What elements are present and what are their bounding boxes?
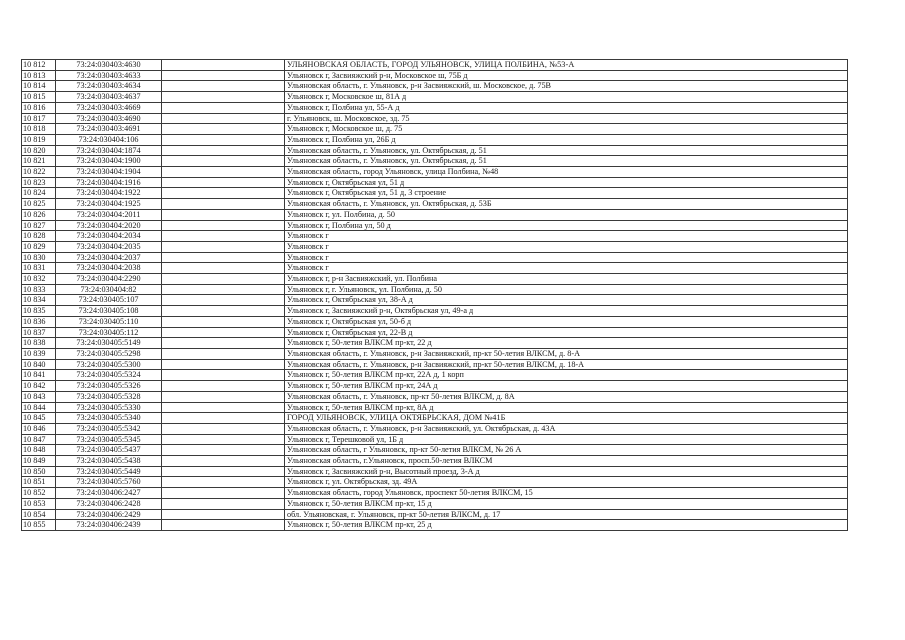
row-number-cell: 10 845 [22,413,56,424]
empty-cell [162,134,285,145]
table-row [22,113,848,124]
cadastral-number-cell: 73:24:030404:1922 [56,188,162,199]
address-cell: Ульяновск г, г. Ульяновск, ул. Полбина, д. 50 [285,284,848,295]
cadastral-number-cell: 73:24:030404:1874 [56,145,162,156]
table-row [22,488,848,499]
table-row [22,338,848,349]
cadastral-number-cell: 73:24:030406:2429 [56,509,162,520]
address-cell: Ульяновская область, город Ульяновск, улица Полбина, №48 [285,167,848,178]
cadastral-number-cell: 73:24:030405:5342 [56,423,162,434]
table-row [22,70,848,81]
table-row [22,348,848,359]
address-cell: Ульяновск г, Засвияжский р-н, Высотный проезд, 3-А д [285,466,848,477]
empty-cell [162,509,285,520]
address-cell: Ульяновская область, г.Ульяновск, просп.50-летия ВЛКСМ [285,456,848,467]
table-row [22,241,848,252]
row-number-cell: 10 853 [22,498,56,509]
address-cell: Ульяновск г, 50-летия ВЛКСМ пр-кт, 24А д [285,381,848,392]
row-number-cell: 10 823 [22,177,56,188]
cadastral-number-cell: 73:24:030403:4630 [56,60,162,71]
table-row [22,327,848,338]
address-cell: Ульяновск г, Полбина ул, 55-А д [285,102,848,113]
empty-cell [162,263,285,274]
cadastral-number-cell: 73:24:030403:4634 [56,81,162,92]
empty-cell [162,488,285,499]
address-cell: УЛЬЯНОВСКАЯ ОБЛАСТЬ, ГОРОД УЛЬЯНОВСК, УЛИЦА ПОЛБИНА, №53-А [285,60,848,71]
address-cell: г. Ульяновск, ш. Московское, зд. 75 [285,113,848,124]
address-cell: Ульяновск г, ул. Полбина, д. 50 [285,209,848,220]
row-number-cell: 10 825 [22,199,56,210]
table-row [22,167,848,178]
empty-cell [162,156,285,167]
cadastral-number-cell: 73:24:030403:4633 [56,70,162,81]
row-number-cell: 10 836 [22,316,56,327]
table-row [22,509,848,520]
empty-cell [162,199,285,210]
cadastral-number-cell: 73:24:030404:1925 [56,199,162,210]
table-row [22,134,848,145]
empty-cell [162,338,285,349]
table-row [22,199,848,210]
cadastral-number-cell: 73:24:030404:2020 [56,220,162,231]
address-cell: Ульяновск г, р-н Засвияжский, ул. Полбина [285,274,848,285]
empty-cell [162,81,285,92]
empty-cell [162,413,285,424]
row-number-cell: 10 826 [22,209,56,220]
address-cell: Ульяновская область, г. Ульяновск, р-н Засвияжский, ш. Московское, д. 75В [285,81,848,92]
table-row [22,263,848,274]
empty-cell [162,456,285,467]
cadastral-number-cell: 73:24:030405:5149 [56,338,162,349]
address-cell: Ульяновск г, 50-летия ВЛКСМ пр-кт, 8А д [285,402,848,413]
empty-cell [162,209,285,220]
row-number-cell: 10 816 [22,102,56,113]
table-row [22,284,848,295]
cadastral-number-cell: 73:24:030404:1904 [56,167,162,178]
empty-cell [162,477,285,488]
row-number-cell: 10 842 [22,381,56,392]
address-cell: Ульяновск г [285,263,848,274]
empty-cell [162,145,285,156]
empty-cell [162,316,285,327]
row-number-cell: 10 855 [22,520,56,531]
cadastral-number-cell: 73:24:030403:4637 [56,92,162,103]
address-cell: Ульяновск г, Октябрьская ул, 50-б д [285,316,848,327]
address-cell: Ульяновская область, г. Ульяновск, ул. Октябрьская, д. 51 [285,145,848,156]
cadastral-number-cell: 73:24:030404:2035 [56,241,162,252]
cadastral-number-cell: 73:24:030406:2428 [56,498,162,509]
table-row [22,252,848,263]
address-cell: Ульяновск г, Терешковой ул, 1Б д [285,434,848,445]
table-row [22,274,848,285]
cadastral-number-cell: 73:24:030405:110 [56,316,162,327]
empty-cell [162,306,285,317]
registry-table-body [22,60,848,531]
row-number-cell: 10 843 [22,391,56,402]
address-cell: Ульяновск г, Засвияжский р-н, Московское ш, 75Б д [285,70,848,81]
empty-cell [162,359,285,370]
cadastral-number-cell: 73:24:030404:2038 [56,263,162,274]
table-row [22,231,848,242]
empty-cell [162,402,285,413]
row-number-cell: 10 828 [22,231,56,242]
empty-cell [162,241,285,252]
address-cell: Ульяновск г, Полбина ул, 26Б д [285,134,848,145]
address-cell: Ульяновская область, г. Ульяновск, пр-кт 50-летия ВЛКСМ, д. 8А [285,391,848,402]
row-number-cell: 10 850 [22,466,56,477]
empty-cell [162,295,285,306]
address-cell: Ульяновск г, 50-летия ВЛКСМ пр-кт, 15 д [285,498,848,509]
empty-cell [162,274,285,285]
cadastral-number-cell: 73:24:030403:4669 [56,102,162,113]
row-number-cell: 10 834 [22,295,56,306]
empty-cell [162,113,285,124]
table-row [22,413,848,424]
cadastral-number-cell: 73:24:030405:5300 [56,359,162,370]
empty-cell [162,231,285,242]
address-cell: Ульяновск г, Полбина ул, 50 д [285,220,848,231]
cadastral-number-cell: 73:24:030403:4691 [56,124,162,135]
cadastral-registry-table [21,59,848,531]
row-number-cell: 10 817 [22,113,56,124]
empty-cell [162,252,285,263]
cadastral-number-cell: 73:24:030405:107 [56,295,162,306]
cadastral-number-cell: 73:24:030406:2427 [56,488,162,499]
address-cell: Ульяновск г, Засвияжский р-н, Октябрьская ул, 49-а д [285,306,848,317]
table-row [22,209,848,220]
row-number-cell: 10 846 [22,423,56,434]
row-number-cell: 10 840 [22,359,56,370]
empty-cell [162,167,285,178]
row-number-cell: 10 851 [22,477,56,488]
address-cell: Ульяновская область, г. Ульяновск, ул. Октябрьская, д. 53Б [285,199,848,210]
empty-cell [162,434,285,445]
cadastral-number-cell: 73:24:030405:5345 [56,434,162,445]
cadastral-number-cell: 73:24:030406:2439 [56,520,162,531]
table-row [22,102,848,113]
address-cell: Ульяновская область, г. Ульяновск, ул. Октябрьская, д. 51 [285,156,848,167]
cadastral-number-cell: 73:24:030404:2011 [56,209,162,220]
empty-cell [162,92,285,103]
row-number-cell: 10 844 [22,402,56,413]
row-number-cell: 10 838 [22,338,56,349]
row-number-cell: 10 813 [22,70,56,81]
empty-cell [162,445,285,456]
table-row [22,156,848,167]
empty-cell [162,520,285,531]
empty-cell [162,188,285,199]
address-cell: Ульяновская область, г. Ульяновск, р-н Засвияжский, ул. Октябрьская, д. 43А [285,423,848,434]
table-row [22,423,848,434]
table-row [22,402,848,413]
cadastral-number-cell: 73:24:030405:112 [56,327,162,338]
address-cell: Ульяновск г, Октябрьская ул, 22-В д [285,327,848,338]
table-row [22,456,848,467]
row-number-cell: 10 829 [22,241,56,252]
table-row [22,370,848,381]
cadastral-number-cell: 73:24:030405:108 [56,306,162,317]
address-cell: Ульяновск г, Октябрьская ул, 38-А д [285,295,848,306]
row-number-cell: 10 849 [22,456,56,467]
empty-cell [162,220,285,231]
cadastral-number-cell: 73:24:030405:5760 [56,477,162,488]
table-row [22,316,848,327]
empty-cell [162,370,285,381]
cadastral-number-cell: 73:24:030405:5330 [56,402,162,413]
row-number-cell: 10 818 [22,124,56,135]
row-number-cell: 10 822 [22,167,56,178]
address-cell: Ульяновск г, ул. Октябрьская, зд. 49А [285,477,848,488]
cadastral-number-cell: 73:24:030404:1900 [56,156,162,167]
table-row [22,145,848,156]
empty-cell [162,423,285,434]
empty-cell [162,327,285,338]
empty-cell [162,348,285,359]
row-number-cell: 10 824 [22,188,56,199]
table-row [22,477,848,488]
row-number-cell: 10 814 [22,81,56,92]
row-number-cell: 10 852 [22,488,56,499]
row-number-cell: 10 815 [22,92,56,103]
row-number-cell: 10 835 [22,306,56,317]
row-number-cell: 10 830 [22,252,56,263]
empty-cell [162,466,285,477]
table-row [22,60,848,71]
cadastral-number-cell: 73:24:030405:5328 [56,391,162,402]
address-cell: Ульяновск г [285,252,848,263]
table-row [22,434,848,445]
cadastral-number-cell: 73:24:030404:2034 [56,231,162,242]
table-row [22,520,848,531]
row-number-cell: 10 854 [22,509,56,520]
table-row [22,359,848,370]
address-cell: Ульяновская область, г. Ульяновск, р-н Засвияжский, пр-кт 50-летия ВЛКСМ, д. 18-А [285,359,848,370]
table-row [22,498,848,509]
address-cell: Ульяновск г, Октябрьская ул, 51 д [285,177,848,188]
empty-cell [162,391,285,402]
empty-cell [162,60,285,71]
cadastral-number-cell: 73:24:030405:5324 [56,370,162,381]
address-cell: Ульяновская область, г. Ульяновск, р-н Засвияжский, пр-кт 50-летия ВЛКСМ, д. 8-А [285,348,848,359]
table-row [22,466,848,477]
address-cell: Ульяновск г, Московское ш, 81А д [285,92,848,103]
row-number-cell: 10 837 [22,327,56,338]
address-cell: Ульяновск г, 50-летия ВЛКСМ пр-кт, 25 д [285,520,848,531]
row-number-cell: 10 841 [22,370,56,381]
row-number-cell: 10 819 [22,134,56,145]
row-number-cell: 10 847 [22,434,56,445]
row-number-cell: 10 820 [22,145,56,156]
table-row [22,306,848,317]
row-number-cell: 10 827 [22,220,56,231]
cadastral-number-cell: 73:24:030405:5437 [56,445,162,456]
address-cell: Ульяновск г, 50-летия ВЛКСМ пр-кт, 22 д [285,338,848,349]
cadastral-number-cell: 73:24:030404:2290 [56,274,162,285]
table-row [22,295,848,306]
address-cell: ГОРОД УЛЬЯНОВСК, УЛИЦА ОКТЯБРЬСКАЯ, ДОМ №41Б [285,413,848,424]
table-row [22,391,848,402]
empty-cell [162,70,285,81]
address-cell: Ульяновская область, город Ульяновск, проспект 50-летия ВЛКСМ, 15 [285,488,848,499]
address-cell: Ульяновская область, г Ульяновск, пр-кт 50-летия ВЛКСМ, № 26 А [285,445,848,456]
address-cell: Ульяновск г [285,241,848,252]
row-number-cell: 10 821 [22,156,56,167]
cadastral-number-cell: 73:24:030404:1916 [56,177,162,188]
address-cell: Ульяновск г, Октябрьская ул, 51 д, 3 строение [285,188,848,199]
row-number-cell: 10 831 [22,263,56,274]
address-cell: Ульяновск г [285,231,848,242]
table-row [22,81,848,92]
empty-cell [162,284,285,295]
empty-cell [162,381,285,392]
cadastral-number-cell: 73:24:030405:5340 [56,413,162,424]
cadastral-number-cell: 73:24:030405:5449 [56,466,162,477]
row-number-cell: 10 848 [22,445,56,456]
row-number-cell: 10 832 [22,274,56,285]
row-number-cell: 10 812 [22,60,56,71]
address-cell: Ульяновск г, Московское ш, д. 75 [285,124,848,135]
address-cell: обл. Ульяновская, г. Ульяновск, пр-кт 50-летия ВЛКСМ, д. 17 [285,509,848,520]
table-row [22,220,848,231]
cadastral-number-cell: 73:24:030403:4690 [56,113,162,124]
table-row [22,92,848,103]
row-number-cell: 10 833 [22,284,56,295]
cadastral-number-cell: 73:24:030404:2037 [56,252,162,263]
table-row [22,381,848,392]
empty-cell [162,124,285,135]
row-number-cell: 10 839 [22,348,56,359]
table-row [22,445,848,456]
address-cell: Ульяновск г, 50-летия ВЛКСМ пр-кт, 22А д, 1 корп [285,370,848,381]
table-row [22,177,848,188]
empty-cell [162,177,285,188]
cadastral-number-cell: 73:24:030404:82 [56,284,162,295]
cadastral-number-cell: 73:24:030404:106 [56,134,162,145]
table-row [22,124,848,135]
cadastral-number-cell: 73:24:030405:5326 [56,381,162,392]
empty-cell [162,102,285,113]
cadastral-number-cell: 73:24:030405:5298 [56,348,162,359]
cadastral-number-cell: 73:24:030405:5438 [56,456,162,467]
table-row [22,188,848,199]
empty-cell [162,498,285,509]
